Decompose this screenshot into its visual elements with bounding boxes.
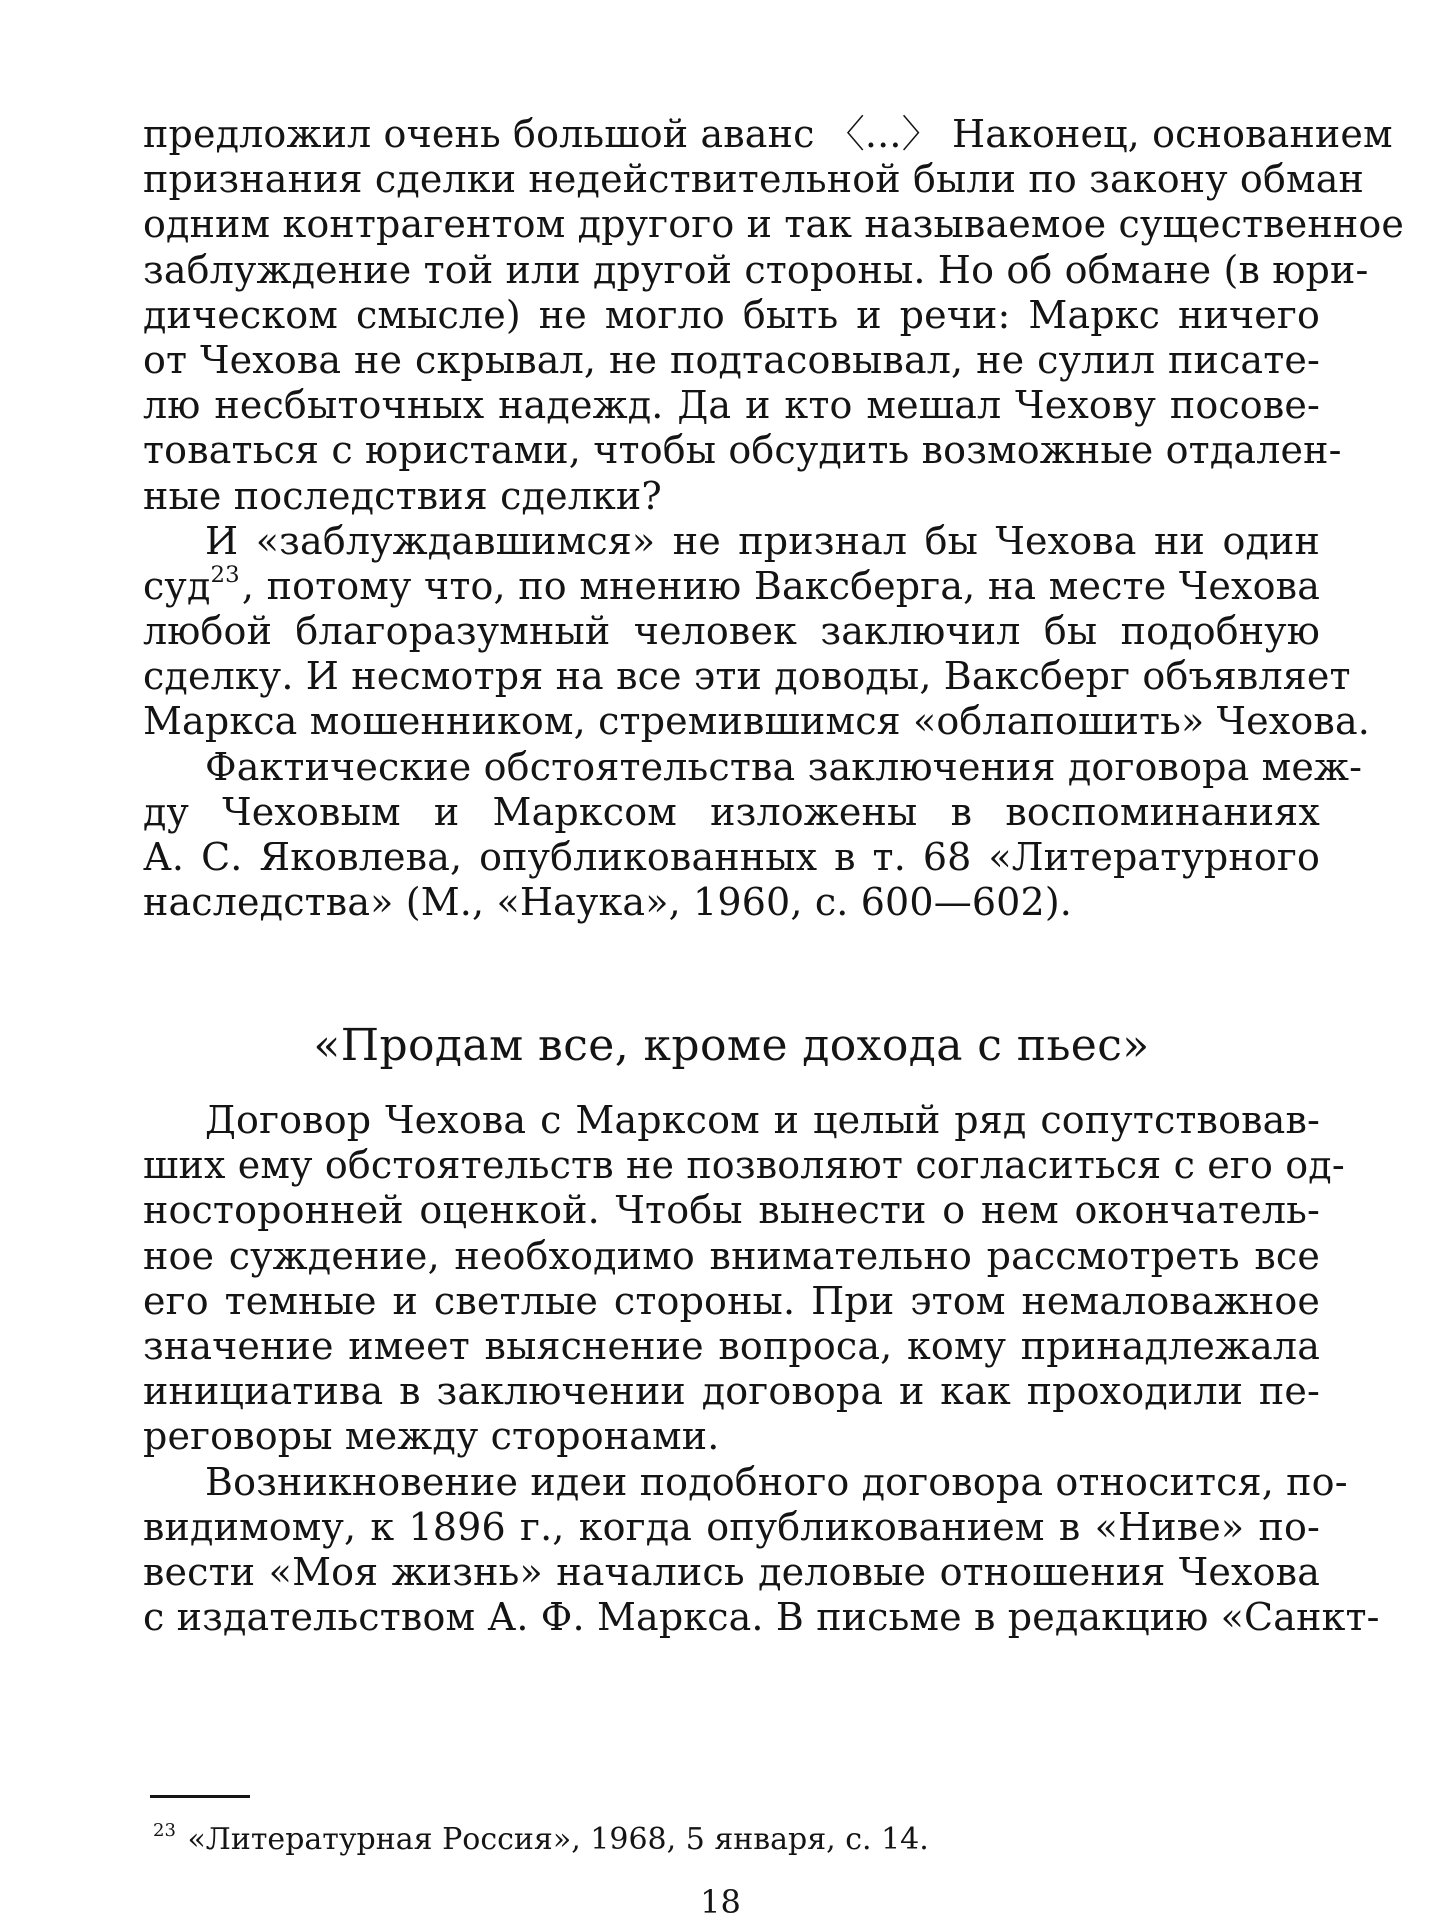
text-line: лю несбыточных надежд. Да и кто мешал Чехову посове- <box>143 383 1320 428</box>
text-line: Маркса мошенником, стремившимся «облапошить» Чехова. <box>143 699 1370 744</box>
text-line: ное суждение, необходимо внимательно рассмотреть все <box>143 1233 1320 1278</box>
text-line: А. С. Яковлева, опубликованных в т. 68 «Литературного <box>143 835 1320 879</box>
footnote-reference: 23 <box>210 561 240 588</box>
text-line: Договор Чехова с Марксом и целый ряд сопутствовав- <box>205 1098 1320 1142</box>
text-line: признания сделки недействительной были по закону обман <box>143 157 1364 202</box>
text-line: любой благоразумный человек заключил бы подобную <box>143 609 1320 654</box>
page-number: 18 <box>700 1883 741 1921</box>
text-line: ших ему обстоятельств не позволяют согласиться с его од- <box>143 1143 1345 1188</box>
section-heading: «Продам все, кроме дохода с пьес» <box>313 1020 1150 1071</box>
text-line: одним контрагентом другого и так называемое существенное <box>143 202 1404 247</box>
text-line: его темные и светлые стороны. При этом немаловажное <box>143 1278 1320 1323</box>
text-line: вести «Моя жизнь» начались деловые отношения Чехова <box>143 1549 1320 1594</box>
body-text-top <box>143 112 1404 925</box>
text-line: ные последствия сделки? <box>143 473 662 518</box>
footnote <box>153 1820 929 1860</box>
footnote-marker: 23 <box>153 1819 176 1841</box>
text-fragment: , потому что, по мнению Ваксберга, на месте Чехова <box>241 563 1320 608</box>
text-line: Фактические обстоятельства заключения договора меж- <box>205 744 1363 789</box>
text-line: И «заблуждавшимся» не признал бы Чехова ни один <box>205 518 1320 563</box>
footnote-divider <box>150 1795 250 1798</box>
text-line: носторонней оценкой. Чтобы вынести о нем окончатель- <box>143 1188 1320 1233</box>
text-line: инициатива в заключении договора и как проходили пе- <box>143 1369 1320 1414</box>
text-line: наследства» (М., «Наука», 1960, с. 600—602). <box>143 880 1073 925</box>
text-line-with-footnote-ref <box>143 561 1320 609</box>
text-line: от Чехова не скрывал, не подтасовывал, не сулил писате- <box>143 337 1320 382</box>
text-line: предложил очень большой аванс 〈...〉 Наконец, основанием <box>143 112 1393 156</box>
text-line: реговоры между сторонами. <box>143 1414 720 1459</box>
text-line: дическом смысле) не могло быть и речи: Маркс ничего <box>143 292 1320 337</box>
text-fragment: суд <box>143 563 211 608</box>
text-line: товаться с юристами, чтобы обсудить возможные отдален- <box>143 428 1342 473</box>
footnote-text: «Литературная Россия», 1968, 5 января, с. 14. <box>187 1822 929 1857</box>
text-line: ду Чеховым и Марксом изложены в воспоминаниях <box>143 789 1320 834</box>
body-text-bottom <box>143 1098 1380 1640</box>
text-line: Возникновение идеи подобного договора относится, по- <box>205 1459 1348 1504</box>
text-line: сделку. И несмотря на все эти доводы, Ваксберг объявляет <box>143 654 1351 699</box>
text-line: с издательством А. Ф. Маркса. В письме в редакцию «Санкт- <box>143 1595 1380 1640</box>
text-line: заблуждение той или другой стороны. Но об обмане (в юри- <box>143 247 1369 292</box>
text-line: видимому, к 1896 г., когда опубликованием в «Ниве» по- <box>143 1504 1320 1549</box>
text-line: значение имеет выяснение вопроса, кому принадлежала <box>143 1323 1320 1368</box>
